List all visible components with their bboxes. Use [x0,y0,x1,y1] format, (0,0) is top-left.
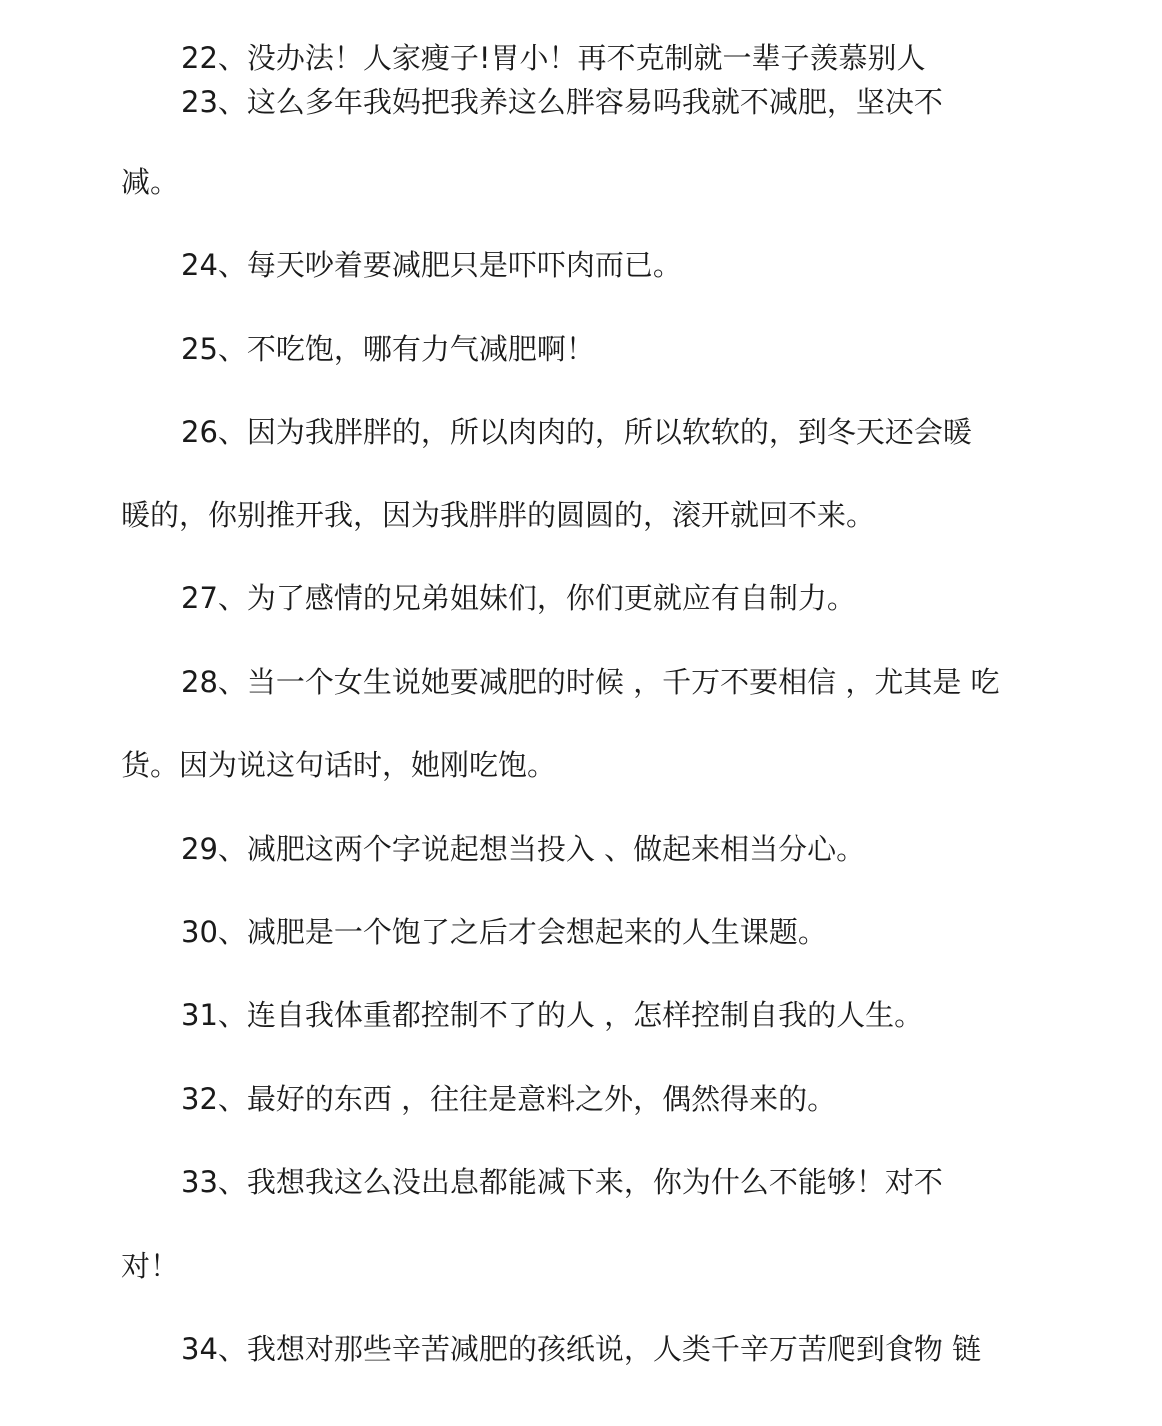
text-line-22: 22、没办法！人家瘦子!胃小！再不克制就一辈子羡慕别人 [181,41,926,75]
text-line-34: 34、我想对那些辛苦减肥的孩纸说，人类千辛万苦爬到食物 链 [181,1332,982,1366]
text-line-30: 30、减肥是一个饱了之后才会想起来的人生课题。 [181,915,827,949]
text-line-28-cont: 货。因为说这句话时，她刚吃饱。 [121,748,557,782]
text-line-29: 29、减肥这两个字说起想当投入 、做起来相当分心。 [181,832,866,866]
text-line-27: 27、为了感情的兄弟姐妹们，你们更就应有自制力。 [181,581,856,615]
text-line-33-cont: 对！ [121,1249,180,1283]
text-line-32: 32、最好的东西 ，往往是意料之外，偶然得来的。 [181,1082,837,1116]
text-line-23: 23、这么多年我妈把我养这么胖容易吗我就不减肥，坚决不 [181,85,943,119]
text-line-25: 25、不吃饱，哪有力气减肥啊！ [181,332,595,366]
text-line-26: 26、因为我胖胖的，所以肉肉的，所以软软的，到冬天还会暖 [181,415,972,449]
text-line-31: 31、连自我体重都控制不了的人 ，怎样控制自我的人生。 [181,998,924,1032]
text-line-28: 28、当一个女生说她要减肥的时候 ，千万不要相信 ，尤其是 吃 [181,665,1000,699]
text-line-26-cont: 暖的，你别推开我，因为我胖胖的圆圆的，滚开就回不来。 [121,498,876,532]
text-line-23-cont: 减。 [121,165,180,199]
text-line-24: 24、每天吵着要减肥只是吓吓肉而已。 [181,248,682,282]
text-line-33: 33、我想我这么没出息都能减下来，你为什么不能够！对不 [181,1165,943,1199]
